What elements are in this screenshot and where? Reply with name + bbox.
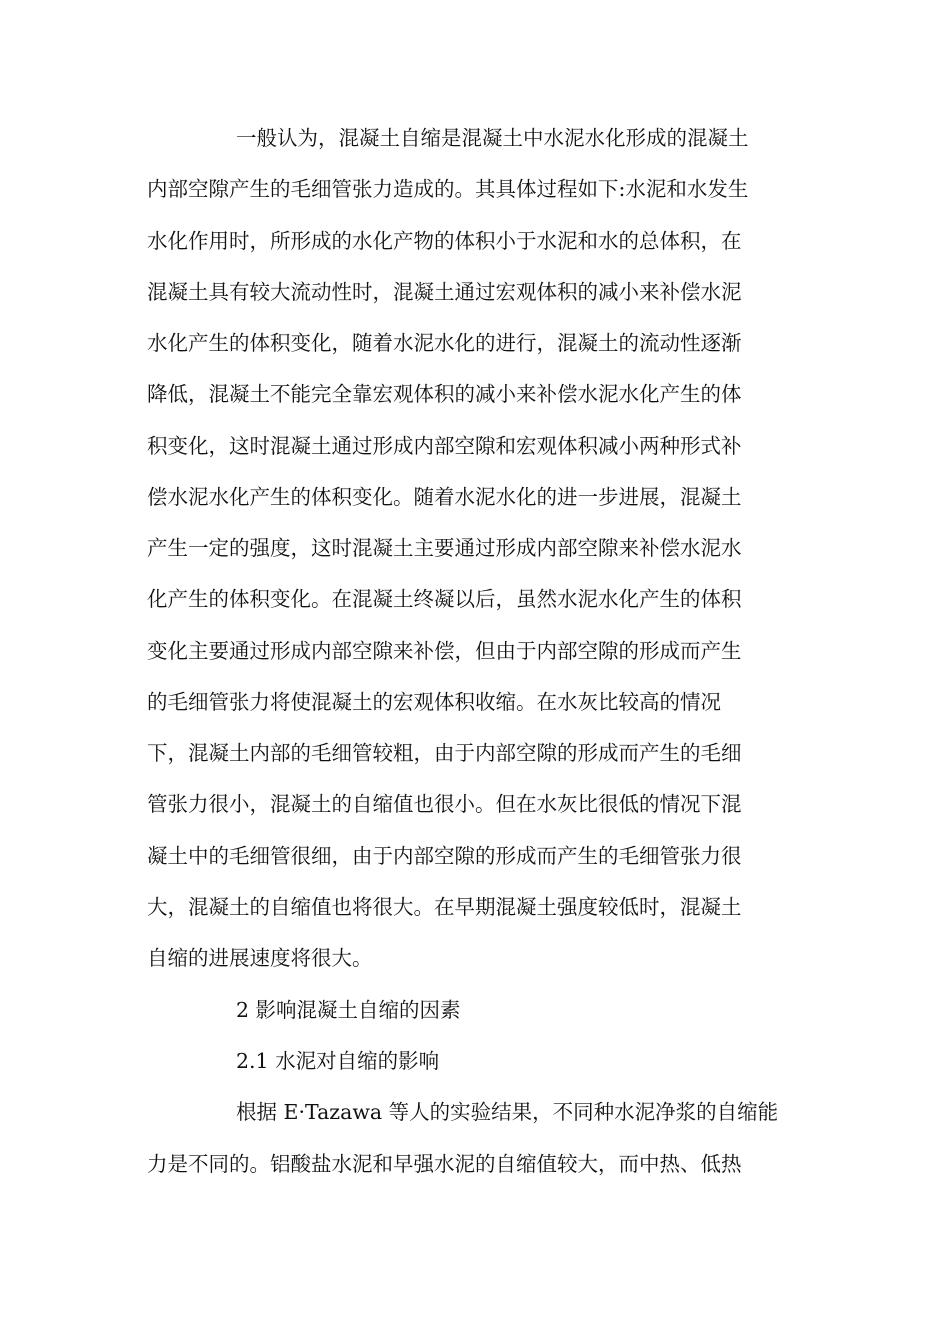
subsection-heading: 2.1 水泥对自缩的影响 bbox=[236, 1049, 440, 1073]
paragraph-2-line-1: 根据 E·Tazawa 等人的实验结果，不同种水泥净浆的自缩能 bbox=[236, 1100, 779, 1124]
paragraph-1-line-8: 偿水泥水化产生的体积变化。随着水泥水化的进一步进展，混凝土 bbox=[147, 485, 742, 509]
paragraph-1-line-9: 产生一定的强度，这时混凝土主要通过形成内部空隙来补偿水泥水 bbox=[147, 536, 742, 560]
section-heading: 2 影响混凝土自缩的因素 bbox=[236, 998, 461, 1022]
paragraph-2-line-2: 力是不同的。铝酸盐水泥和早强水泥的自缩值较大，而中热、低热 bbox=[147, 1152, 742, 1176]
paragraph-1-line-4: 混凝土具有较大流动性时，混凝土通过宏观体积的减小来补偿水泥 bbox=[147, 280, 742, 304]
paragraph-1-line-3: 水化作用时，所形成的水化产物的体积小于水泥和水的总体积，在 bbox=[147, 229, 742, 253]
paragraph-1-line-16: 大，混凝土的自缩值也将很大。在早期混凝土强度较低时，混凝土 bbox=[147, 895, 742, 919]
paragraph-1-line-10: 化产生的体积变化。在混凝土终凝以后，虽然水泥水化产生的体积 bbox=[147, 587, 742, 611]
paragraph-1-line-14: 管张力很小，混凝土的自缩值也很小。但在水灰比很低的情况下混 bbox=[147, 792, 742, 816]
paragraph-1-line-17: 自缩的进展速度将很大。 bbox=[147, 946, 373, 970]
paragraph-1-line-5: 水化产生的体积变化，随着水泥水化的进行，混凝土的流动性逐渐 bbox=[147, 331, 742, 355]
paragraph-1-line-11: 变化主要通过形成内部空隙来补偿，但由于内部空隙的形成而产生 bbox=[147, 639, 742, 663]
paragraph-1-line-1: 一般认为，混凝土自缩是混凝土中水泥水化形成的混凝土 bbox=[236, 126, 749, 150]
paragraph-1-line-6: 降低，混凝土不能完全靠宏观体积的减小来补偿水泥水化产生的体 bbox=[147, 382, 742, 406]
paragraph-1-line-13: 下，混凝土内部的毛细管较粗，由于内部空隙的形成而产生的毛细 bbox=[147, 741, 742, 765]
paragraph-1-line-7: 积变化，这时混凝土通过形成内部空隙和宏观体积减小两种形式补 bbox=[147, 434, 742, 458]
paragraph-1-line-2: 内部空隙产生的毛细管张力造成的。其具体过程如下:水泥和水发生 bbox=[147, 177, 749, 201]
paragraph-1-line-15: 凝土中的毛细管很细，由于内部空隙的形成而产生的毛细管张力很 bbox=[147, 844, 742, 868]
paragraph-1-line-12: 的毛细管张力将使混凝土的宏观体积收缩。在水灰比较高的情况 bbox=[147, 690, 721, 714]
